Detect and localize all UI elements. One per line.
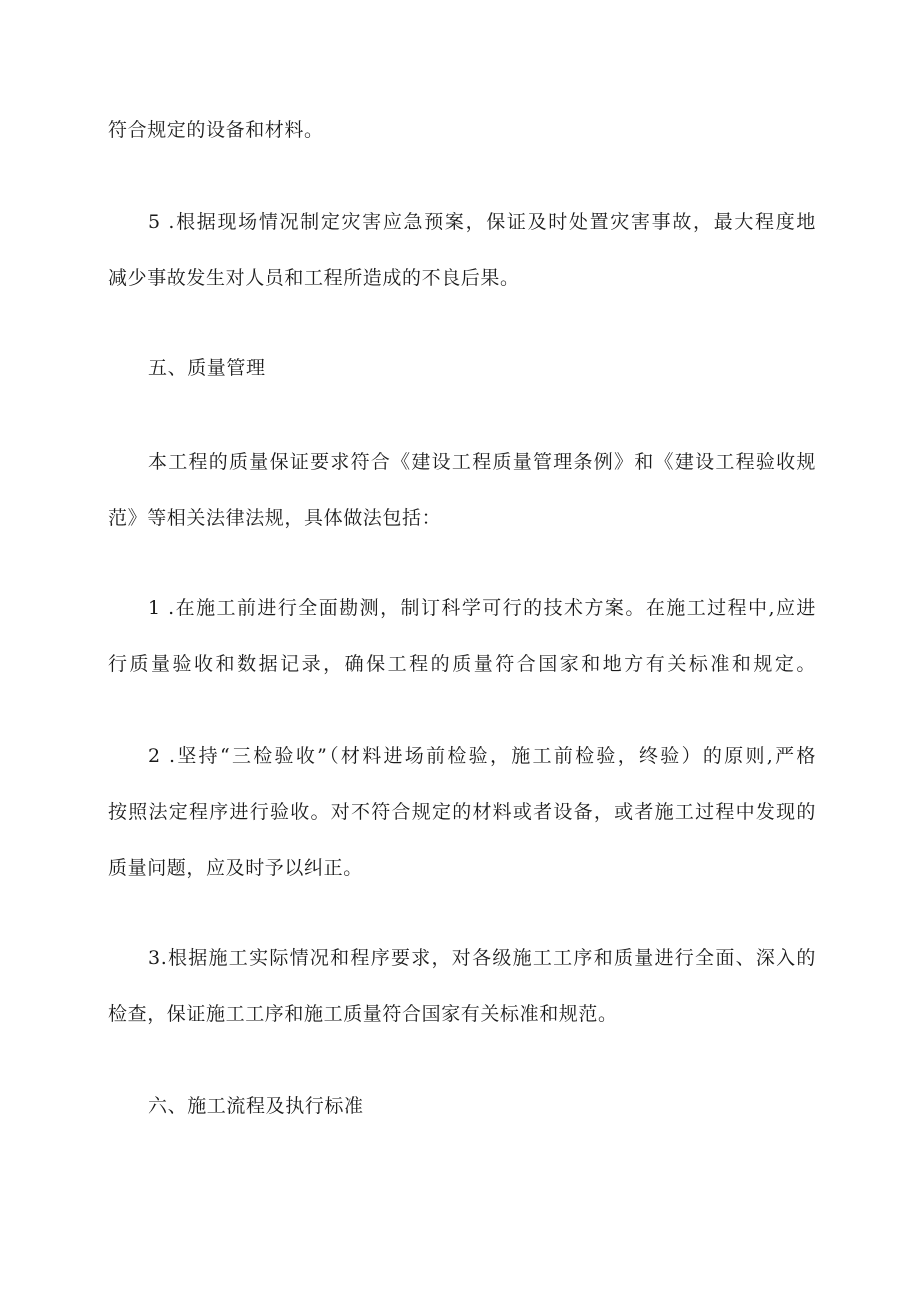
quality-item-2-line-2: 按照法定程序进行验收。对不符合规定的材料或者设备，或者施工过程中发现的 bbox=[108, 801, 816, 823]
quality-item-3-line-1: 3.根据施工实际情况和程序要求，对各级施工工序和质量进行全面、深入的 bbox=[148, 947, 816, 969]
quality-item-1-line-1: 1 .在施工前进行全面勘测，制订科学可行的技术方案。在施工过程中,应进 bbox=[148, 597, 816, 619]
text-line-end-of-prev-item: 符合规定的设备和材料。 bbox=[108, 119, 324, 141]
list-item-5-line-2: 减少事故发生对人员和工程所造成的不良后果。 bbox=[108, 267, 520, 289]
quality-intro-line-2: 范》等相关法律法规，具体做法包括： bbox=[108, 507, 442, 529]
list-item-5-line-1: 5 .根据现场情况制定灾害应急预案，保证及时处置灾害事故，最大程度地 bbox=[148, 211, 816, 233]
quality-item-1-line-2: 行质量验收和数据记录，确保工程的质量符合国家和地方有关标准和规定。 bbox=[108, 653, 816, 675]
section-heading-quality: 五、质量管理 bbox=[148, 357, 266, 379]
quality-intro-line-1: 本工程的质量保证要求符合《建设工程质量管理条例》和《建设工程验收规 bbox=[148, 451, 816, 473]
quality-item-2-line-1: 2 .坚持“三检验收”（材料进场前检验，施工前检验，终验）的原则,严格 bbox=[148, 745, 816, 767]
quality-item-2-line-3: 质量问题，应及时予以纠正。 bbox=[108, 857, 363, 879]
quality-item-3-line-2: 检查，保证施工工序和施工质量符合国家有关标准和规范。 bbox=[108, 1003, 618, 1025]
section-heading-construction-process: 六、施工流程及执行标准 bbox=[148, 1095, 364, 1117]
